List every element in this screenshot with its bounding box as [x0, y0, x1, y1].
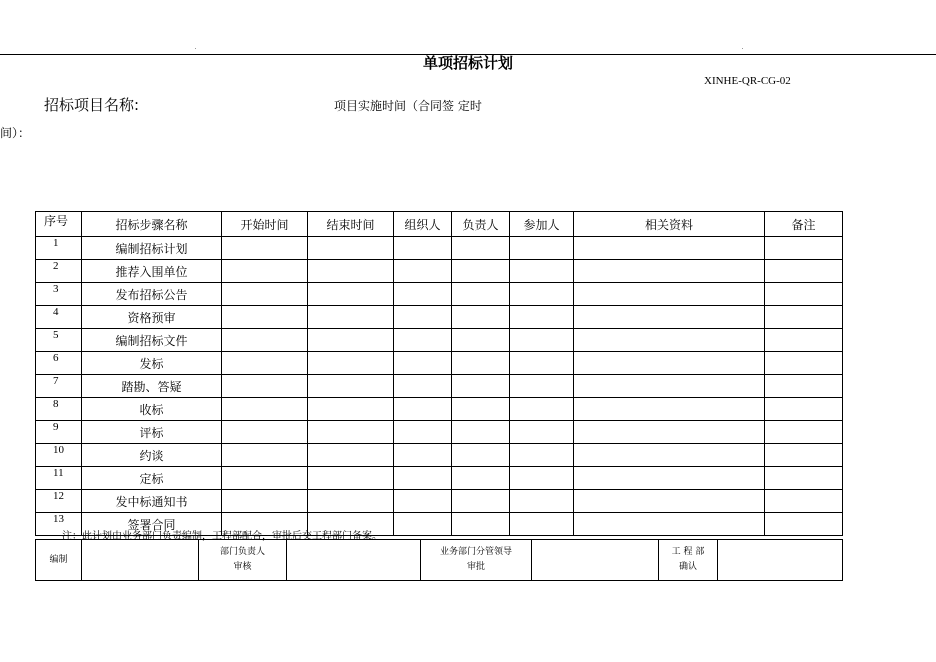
empty-cell[interactable]	[765, 444, 843, 467]
empty-cell[interactable]	[394, 513, 452, 536]
project-name-label: 招标项目名称:	[44, 96, 140, 114]
empty-cell[interactable]	[308, 352, 394, 375]
empty-cell[interactable]	[765, 490, 843, 513]
leader-field[interactable]	[532, 540, 659, 581]
empty-cell[interactable]	[308, 375, 394, 398]
prepare-field[interactable]	[82, 540, 199, 581]
empty-cell[interactable]	[222, 467, 308, 490]
empty-cell[interactable]	[308, 306, 394, 329]
empty-cell[interactable]	[510, 283, 574, 306]
implementation-time-label: 项目实施时间（合同签 定时	[334, 99, 482, 113]
empty-cell[interactable]	[452, 237, 510, 260]
empty-cell[interactable]	[452, 306, 510, 329]
row-number: 7	[36, 375, 82, 398]
row-number: 11	[36, 467, 82, 490]
empty-cell[interactable]	[510, 421, 574, 444]
empty-cell[interactable]	[394, 306, 452, 329]
header-cell: 参加人	[510, 212, 574, 237]
empty-cell[interactable]	[308, 283, 394, 306]
empty-cell[interactable]	[765, 283, 843, 306]
empty-cell[interactable]	[574, 513, 765, 536]
empty-cell[interactable]	[510, 513, 574, 536]
step-name: 踏勘、答疑	[82, 375, 222, 398]
empty-cell[interactable]	[452, 329, 510, 352]
empty-cell[interactable]	[765, 329, 843, 352]
page-title: 单项招标计划	[422, 54, 513, 72]
empty-cell[interactable]	[574, 421, 765, 444]
empty-cell[interactable]	[510, 490, 574, 513]
engineering-label: 工 程 部 确认	[659, 540, 718, 581]
table-row	[36, 444, 843, 467]
scan-dot	[742, 48, 743, 49]
document-code: XINHE-QR-CG-02	[704, 75, 791, 87]
empty-cell[interactable]	[222, 490, 308, 513]
empty-cell[interactable]	[222, 444, 308, 467]
empty-cell[interactable]	[510, 237, 574, 260]
table-row	[36, 467, 843, 490]
empty-cell[interactable]	[765, 352, 843, 375]
empty-cell[interactable]	[452, 375, 510, 398]
step-name: 发标	[82, 352, 222, 375]
table-row	[36, 490, 843, 513]
empty-cell[interactable]	[222, 398, 308, 421]
step-name: 收标	[82, 398, 222, 421]
row-number: 6	[36, 352, 82, 375]
empty-cell[interactable]	[394, 237, 452, 260]
empty-cell[interactable]	[308, 467, 394, 490]
empty-cell[interactable]	[765, 260, 843, 283]
empty-cell[interactable]	[574, 444, 765, 467]
empty-cell[interactable]	[308, 237, 394, 260]
row-number: 10	[36, 444, 82, 467]
empty-cell[interactable]	[574, 283, 765, 306]
prepare-label: 编制	[36, 540, 82, 581]
header-cell: 组织人	[394, 212, 452, 237]
dept-head-label: 部门负责人 审核	[199, 540, 287, 581]
row-number: 2	[36, 260, 82, 283]
empty-cell[interactable]	[510, 260, 574, 283]
empty-cell[interactable]	[574, 490, 765, 513]
empty-cell[interactable]	[574, 237, 765, 260]
row-number: 12	[36, 490, 82, 513]
empty-cell[interactable]	[394, 490, 452, 513]
empty-cell[interactable]	[394, 283, 452, 306]
tender-plan-table	[35, 211, 843, 536]
table-row	[36, 421, 843, 444]
empty-cell[interactable]	[574, 375, 765, 398]
empty-cell[interactable]	[510, 444, 574, 467]
implementation-time-label-cont: 间）：	[0, 126, 31, 140]
empty-cell[interactable]	[452, 398, 510, 421]
empty-cell[interactable]	[452, 421, 510, 444]
header-cell: 结束时间	[308, 212, 394, 237]
empty-cell[interactable]	[452, 467, 510, 490]
empty-cell[interactable]	[394, 352, 452, 375]
row-number: 8	[36, 398, 82, 421]
row-number: 3	[36, 283, 82, 306]
empty-cell[interactable]	[222, 260, 308, 283]
empty-cell[interactable]	[574, 398, 765, 421]
step-name: 定标	[82, 467, 222, 490]
table-header-row	[36, 212, 843, 237]
header-cell: 序号	[36, 212, 82, 237]
empty-cell[interactable]	[222, 375, 308, 398]
step-name: 编制招标文件	[82, 329, 222, 352]
empty-cell[interactable]	[510, 352, 574, 375]
leader-label: 业务部门分管领导 审批	[421, 540, 532, 581]
empty-cell[interactable]	[765, 237, 843, 260]
empty-cell[interactable]	[308, 490, 394, 513]
row-number: 5	[36, 329, 82, 352]
empty-cell[interactable]	[765, 375, 843, 398]
empty-cell[interactable]	[765, 513, 843, 536]
empty-cell[interactable]	[765, 421, 843, 444]
empty-cell[interactable]	[452, 283, 510, 306]
step-name: 发中标通知书	[82, 490, 222, 513]
empty-cell[interactable]	[394, 375, 452, 398]
empty-cell[interactable]	[394, 398, 452, 421]
dept-head-field[interactable]	[287, 540, 421, 581]
empty-cell[interactable]	[574, 260, 765, 283]
empty-cell[interactable]	[222, 283, 308, 306]
row-number: 9	[36, 421, 82, 444]
header-cell: 相关资料	[574, 212, 765, 237]
empty-cell[interactable]	[765, 306, 843, 329]
empty-cell[interactable]	[574, 306, 765, 329]
empty-cell[interactable]	[574, 352, 765, 375]
row-number: 13	[36, 513, 82, 536]
table-row	[36, 398, 843, 421]
step-name: 签署合同	[82, 513, 222, 536]
empty-cell[interactable]	[308, 421, 394, 444]
header-cell: 开始时间	[222, 212, 308, 237]
header-cell: 备注	[765, 212, 843, 237]
empty-cell[interactable]	[452, 513, 510, 536]
signoff-row	[36, 540, 843, 581]
empty-cell[interactable]	[394, 329, 452, 352]
table-row	[36, 283, 843, 306]
empty-cell[interactable]	[574, 467, 765, 490]
table-row	[36, 352, 843, 375]
step-name: 约谈	[82, 444, 222, 467]
empty-cell[interactable]	[574, 329, 765, 352]
empty-cell[interactable]	[510, 375, 574, 398]
empty-cell[interactable]	[222, 352, 308, 375]
row-number: 4	[36, 306, 82, 329]
empty-cell[interactable]	[394, 467, 452, 490]
step-name: 评标	[82, 421, 222, 444]
empty-cell[interactable]	[452, 260, 510, 283]
table-row	[36, 329, 843, 352]
header-cell: 招标步骤名称	[82, 212, 222, 237]
empty-cell[interactable]	[765, 467, 843, 490]
empty-cell[interactable]	[308, 444, 394, 467]
empty-cell[interactable]	[394, 260, 452, 283]
empty-cell[interactable]	[308, 329, 394, 352]
scan-dot	[195, 48, 196, 49]
empty-cell[interactable]	[222, 237, 308, 260]
footnote: 注：此计划由业务部门负责编制，工程部配合，审批后交工程部门备案。	[62, 531, 382, 542]
empty-cell[interactable]	[510, 329, 574, 352]
engineering-field[interactable]	[718, 540, 843, 581]
empty-cell[interactable]	[510, 467, 574, 490]
empty-cell[interactable]	[510, 398, 574, 421]
empty-cell[interactable]	[222, 306, 308, 329]
empty-cell[interactable]	[510, 306, 574, 329]
row-number: 1	[36, 237, 82, 260]
step-name: 资格预审	[82, 306, 222, 329]
empty-cell[interactable]	[394, 421, 452, 444]
step-name: 编制招标计划	[82, 237, 222, 260]
empty-cell[interactable]	[452, 490, 510, 513]
signoff-table	[35, 539, 843, 581]
empty-cell[interactable]	[452, 444, 510, 467]
table-row	[36, 306, 843, 329]
header-cell: 负责人	[452, 212, 510, 237]
table-row	[36, 375, 843, 398]
empty-cell[interactable]	[394, 444, 452, 467]
empty-cell[interactable]	[452, 352, 510, 375]
table-row	[36, 237, 843, 260]
empty-cell[interactable]	[765, 398, 843, 421]
empty-cell[interactable]	[222, 421, 308, 444]
step-name: 发布招标公告	[82, 283, 222, 306]
step-name: 推荐入围单位	[82, 260, 222, 283]
empty-cell[interactable]	[308, 398, 394, 421]
table-row	[36, 260, 843, 283]
empty-cell[interactable]	[222, 329, 308, 352]
empty-cell[interactable]	[308, 260, 394, 283]
